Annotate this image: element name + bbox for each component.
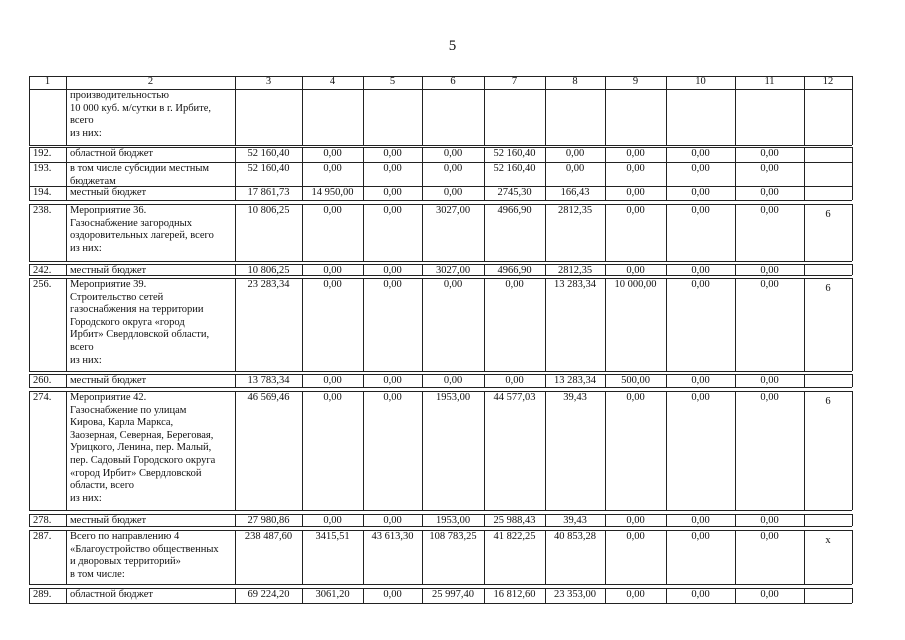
row-value: 0,00: [760, 375, 779, 386]
row-value: [302, 90, 363, 145]
row-value: 0,00: [383, 265, 402, 275]
row-index: 287.: [33, 531, 52, 542]
row-index: 260.: [33, 375, 52, 386]
row-value: 13 783,34: [247, 375, 290, 386]
row-col12: 6: [825, 209, 831, 220]
row-label: областной бюджет: [70, 148, 153, 159]
row-value: 0,00: [383, 279, 402, 290]
column-header: 1: [44, 76, 51, 87]
row-label: производительностью 10 000 куб. м/сутки в г. Ирбите, всего из них:: [70, 90, 212, 139]
row-value: 0,00: [626, 187, 645, 198]
row-value: 0,00: [760, 531, 779, 542]
row-value: 0,00: [691, 589, 710, 600]
row-value: 2812,35: [557, 205, 593, 216]
row-value: 0,00: [626, 205, 645, 216]
row-label: местный бюджет: [70, 265, 147, 275]
row-value: 25 997,40: [432, 589, 474, 600]
row-value: 0,00: [760, 265, 779, 275]
row-index: [29, 90, 70, 145]
table-rule: [852, 264, 853, 275]
table-rule: [852, 204, 853, 261]
row-value: [666, 90, 735, 145]
row-value: 0,00: [691, 279, 710, 290]
row-value: 0,00: [760, 515, 779, 526]
column-header: 6: [450, 76, 456, 87]
row-value: 0,00: [323, 392, 342, 403]
table-rule: [852, 514, 853, 526]
column-header: 4: [329, 76, 336, 87]
row-index: 194.: [33, 187, 52, 198]
row-value: 0,00: [323, 205, 342, 216]
column-header: 10: [695, 76, 706, 87]
table-rule: [29, 261, 852, 262]
row-value: 0,00: [626, 515, 645, 526]
table-rule: [852, 89, 853, 145]
row-value: 4966,90: [497, 205, 532, 216]
row-value: 0,00: [760, 279, 779, 290]
row-value: 10 806,25: [247, 265, 290, 275]
row-value: 43 613,30: [371, 531, 414, 542]
row-value: 52 160,40: [247, 163, 290, 174]
column-header: 3: [265, 76, 272, 87]
row-value: 166,43: [560, 187, 590, 198]
column-header: 12: [822, 76, 834, 87]
row-index: 289.: [33, 589, 52, 600]
row-index: 192.: [33, 148, 52, 159]
row-value: 0,00: [760, 392, 779, 403]
row-value: 0,00: [691, 265, 710, 275]
row-value: 0,00: [443, 279, 463, 290]
row-col12: 6: [825, 283, 831, 294]
row-value: 108 783,25: [429, 531, 477, 542]
row-value: 40 853,28: [554, 531, 596, 542]
row-value: 0,00: [565, 163, 585, 174]
row-value: 0,00: [626, 531, 645, 542]
row-value: 52 160,40: [247, 148, 290, 159]
row-label: местный бюджет: [70, 375, 147, 386]
row-index: 274.: [33, 392, 52, 403]
row-value: 0,00: [383, 515, 402, 526]
row-value: [545, 90, 605, 145]
row-value: 0,00: [323, 148, 342, 159]
row-value: 0,00: [505, 375, 524, 386]
row-value: 0,00: [691, 148, 710, 159]
row-value: 52 160,40: [493, 148, 536, 159]
table-rule: [29, 200, 852, 201]
row-value: 52 160,40: [493, 163, 536, 174]
row-col12: [804, 593, 852, 603]
row-col12: [804, 167, 852, 186]
row-value: 0,00: [691, 375, 710, 386]
row-value: 0,00: [760, 148, 779, 159]
row-value: 0,00: [760, 163, 779, 174]
row-value: 0,00: [323, 279, 342, 290]
row-col12: [804, 191, 852, 200]
row-value: 14 950,00: [311, 187, 354, 198]
table-rule: [29, 275, 852, 276]
table-rule: [29, 145, 852, 146]
row-value: 0,00: [323, 265, 342, 275]
row-value: [235, 90, 302, 145]
row-value: 44 577,03: [493, 392, 536, 403]
row-value: 39,43: [563, 392, 587, 403]
table-rule: [852, 391, 853, 510]
column-header: 8: [572, 76, 578, 87]
row-value: 0,00: [383, 205, 402, 216]
row-col12: [804, 94, 852, 145]
row-value: 17 861,73: [247, 187, 290, 198]
row-index: 278.: [33, 515, 52, 526]
row-index: 238.: [33, 205, 52, 216]
row-value: 0,00: [383, 148, 402, 159]
row-value: 69 224,20: [247, 589, 290, 600]
row-value: 41 822,25: [493, 531, 536, 542]
row-value: 0,00: [760, 205, 779, 216]
row-value: 1953,00: [435, 515, 471, 526]
table-rule: [29, 584, 852, 585]
row-value: 16 812,60: [493, 589, 536, 600]
row-index: 256.: [33, 279, 52, 290]
row-value: 1953,00: [435, 392, 471, 403]
row-label: Мероприятие 42. Газоснабжение по улицам Кирова, Карла Маркса, Заозерная, Северная, Береговая, Урицкого, Ленина, пер. Малый, пер. Садовый Городского округа «город Ирбит» Свердловской области, всего из них:: [70, 392, 216, 504]
row-value: 23 283,34: [247, 279, 290, 290]
column-header: 7: [511, 76, 518, 87]
row-value: 3027,00: [435, 265, 471, 275]
row-value: 0,00: [626, 148, 645, 159]
row-value: 3061,20: [315, 589, 350, 600]
column-header: 5: [389, 76, 396, 87]
row-value: 0,00: [443, 148, 463, 159]
row-value: 39,43: [563, 515, 587, 526]
row-value: 10 000,00: [614, 279, 657, 290]
row-label: Мероприятие 39. Строительство сетей газоснабжения на территории Городского округа «город Ирбит» Свердловской области, всего из них:: [70, 279, 210, 366]
row-value: 23 353,00: [554, 589, 596, 600]
row-value: 0,00: [626, 392, 645, 403]
row-label: областной бюджет: [70, 589, 153, 600]
row-value: 0,00: [383, 392, 402, 403]
table-rule: [852, 374, 853, 387]
row-value: 0,00: [323, 163, 342, 174]
row-value: 0,00: [323, 375, 342, 386]
row-value: 0,00: [691, 515, 710, 526]
column-header: 9: [632, 76, 639, 87]
row-value: 0,00: [691, 531, 710, 542]
row-value: 0,00: [443, 163, 463, 174]
row-value: [484, 90, 545, 145]
row-value: [735, 90, 804, 145]
row-label: Мероприятие 36. Газоснабжение загородных оздоровительных лагерей, всего из них:: [70, 205, 214, 254]
column-header: 11: [764, 76, 775, 87]
row-col12: [804, 152, 852, 162]
table-rule: [852, 588, 853, 603]
row-value: 13 283,34: [554, 375, 596, 386]
row-value: 2745,30: [497, 187, 532, 198]
row-value: 0,00: [760, 187, 779, 198]
row-value: 25 988,43: [493, 515, 536, 526]
row-label: местный бюджет: [70, 515, 147, 526]
row-col12: х: [825, 535, 831, 546]
table-rule: [852, 186, 853, 200]
row-value: 3027,00: [435, 205, 471, 216]
table-rule: [29, 371, 852, 372]
row-value: 46 569,46: [247, 392, 290, 403]
row-value: 0,00: [691, 163, 710, 174]
row-value: 0,00: [383, 375, 402, 386]
row-value: 0,00: [505, 279, 524, 290]
row-value: 10 806,25: [247, 205, 290, 216]
row-value: [422, 90, 484, 145]
table-rule: [29, 526, 852, 527]
row-index: 193.: [33, 163, 52, 174]
table-rule: [852, 76, 853, 89]
row-value: 2812,35: [557, 265, 593, 275]
row-value: 0,00: [691, 205, 710, 216]
row-value: 0,00: [323, 515, 342, 526]
row-col12: [804, 379, 852, 387]
table-rule: [29, 387, 852, 388]
row-value: 0,00: [443, 375, 463, 386]
table-rule: [29, 603, 852, 604]
table-rule: [852, 278, 853, 371]
row-value: 13 283,34: [554, 279, 596, 290]
row-label: в том числе субсидии местным бюджетам: [70, 163, 210, 186]
row-value: 0,00: [565, 148, 585, 159]
table-rule: [852, 147, 853, 162]
row-value: 500,00: [621, 375, 650, 386]
row-value: 0,00: [626, 163, 645, 174]
table-rule: [29, 510, 852, 511]
row-value: [363, 90, 422, 145]
row-value: 0,00: [626, 589, 645, 600]
row-value: 27 980,86: [247, 515, 290, 526]
row-col12: [804, 269, 852, 275]
row-value: [605, 90, 666, 145]
row-value: 0,00: [383, 163, 402, 174]
page-number: 5: [448, 38, 457, 54]
row-value: 4966,90: [497, 265, 532, 275]
row-value: 0,00: [626, 265, 645, 275]
row-value: 0,00: [383, 589, 402, 600]
row-value: 0,00: [691, 187, 710, 198]
row-value: 3415,51: [315, 531, 350, 542]
row-value: 238 487,60: [244, 531, 293, 542]
row-col12: 6: [825, 396, 831, 407]
column-header: 2: [147, 76, 154, 87]
row-value: 0,00: [383, 187, 402, 198]
row-label: местный бюджет: [70, 187, 147, 198]
table-rule: [852, 530, 853, 584]
row-label: Всего по направлению 4 «Благоустройство общественных и дворовых территорий» в том числе:: [70, 531, 219, 580]
row-index: 242.: [33, 265, 52, 275]
row-value: 0,00: [691, 392, 710, 403]
table-rule: [852, 162, 853, 186]
row-value: 0,00: [760, 589, 779, 600]
row-value: 0,00: [443, 187, 463, 198]
budget-table: [29, 76, 852, 606]
row-col12: [804, 519, 852, 526]
